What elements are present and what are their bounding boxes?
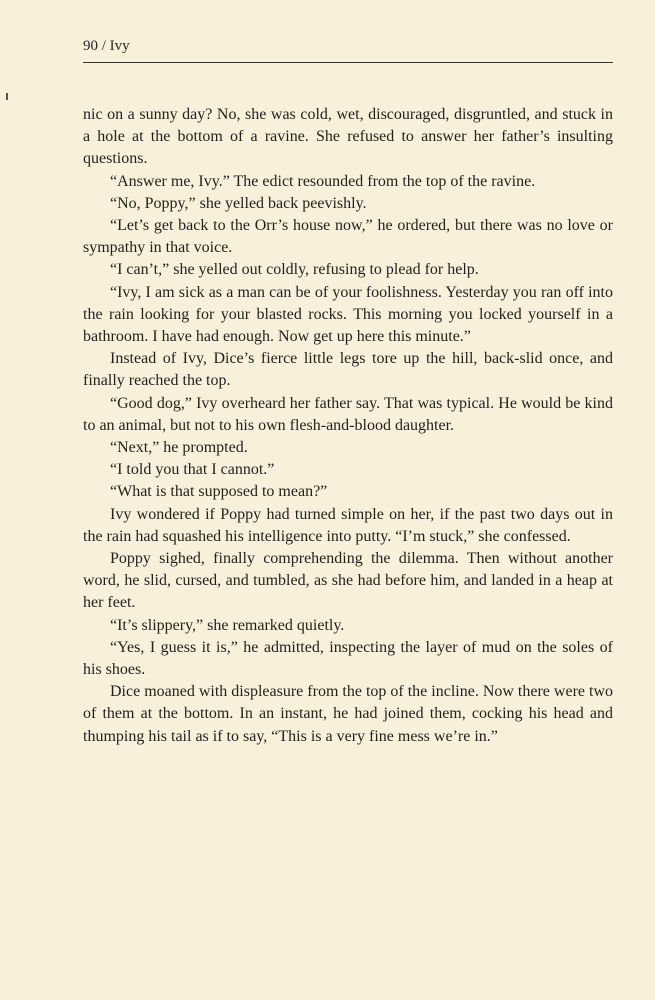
binding-mark [6, 93, 8, 100]
paragraph: “Answer me, Ivy.” The edict resounded from the top of the ravine. [110, 172, 536, 190]
paragraph: “Let’s get back to the Orr’s house now,” he ordered, but there was no love or sympathy in that voice. [83, 217, 613, 257]
paragraph: Ivy wondered if Poppy had turned simple on her, if the past two days out in the rain had squashed his intelligence into putty. “I’m stuck,” she confessed. [83, 505, 613, 545]
header-rule [83, 62, 613, 63]
paragraph: “I can’t,” she yelled out coldly, refusing to plead for help. [110, 261, 479, 279]
paragraph: “Next,” he prompted. [110, 439, 248, 457]
body-text [83, 104, 613, 748]
paragraph: “Good dog,” Ivy overheard her father say. That was typical. He would be kind to an animal, but not to his own flesh-and-blood daughter. [83, 394, 613, 434]
paragraph: “I told you that I cannot.” [110, 461, 275, 479]
paragraph: nic on a sunny day? No, she was cold, wet, discouraged, disgruntled, and stuck in a hole at the bottom of a ravine. She refused to answer her father’s insulting questions. [83, 106, 613, 168]
running-head: 90 / Ivy [83, 38, 130, 54]
paragraph: Poppy sighed, finally comprehending the dilemma. Then without another word, he slid, cursed, and tumbled, as she had before him, and landed in a heap at her feet. [83, 550, 613, 612]
paragraph: Instead of Ivy, Dice’s fierce little legs tore up the hill, back-slid once, and finally reached the top. [83, 350, 613, 390]
paragraph: “No, Poppy,” she yelled back peevishly. [110, 194, 367, 212]
paragraph: Dice moaned with displeasure from the top of the incline. Now there were two of them at the bottom. In an instant, he had joined them, cocking his head and thumping his tail as if to say, “This is a very fine mess we’re in.” [83, 683, 613, 745]
paragraph: “Yes, I guess it is,” he admitted, inspecting the layer of mud on the soles of his shoes. [83, 638, 613, 679]
paragraph: “What is that supposed to mean?” [110, 483, 328, 501]
page-header [83, 38, 613, 62]
paragraph: “Ivy, I am sick as a man can be of your foolishness. Yesterday you ran off into the rain looking for your blasted rocks. This morning you locked yourself in a bathroom. I have had enough. Now get up here this minute.” [83, 283, 613, 346]
paragraph: “It’s slippery,” she remarked quietly. [110, 616, 345, 634]
